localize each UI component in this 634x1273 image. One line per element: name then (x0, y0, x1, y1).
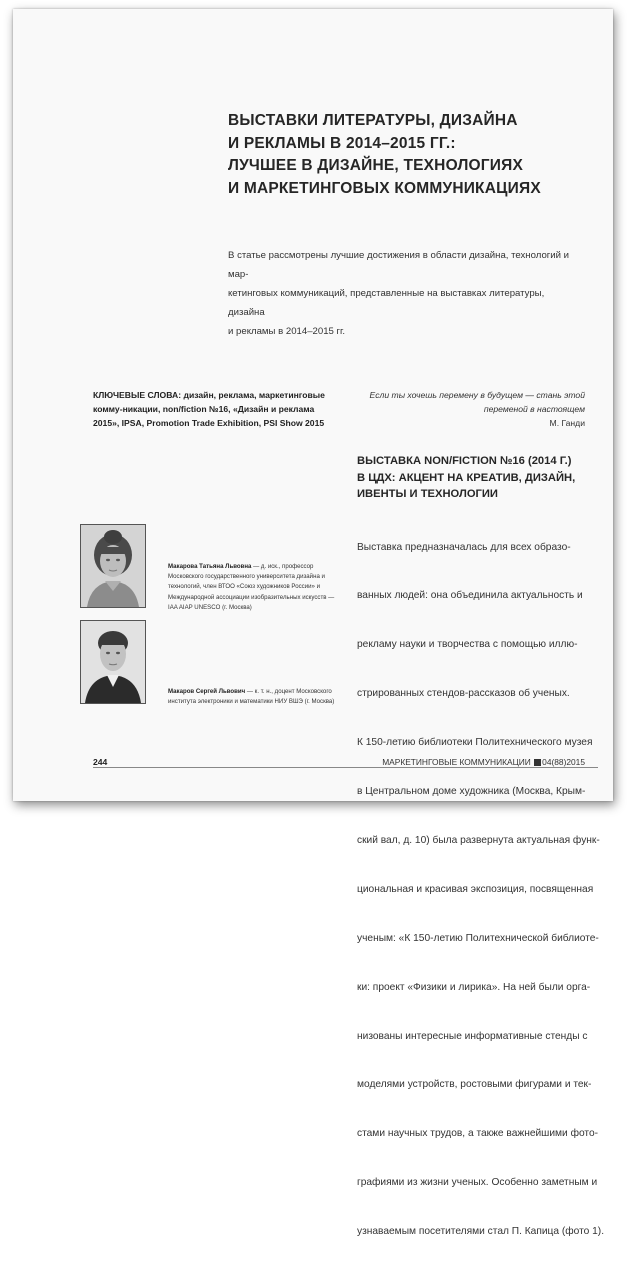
author-description: — к. т. н., доцент Московского института электроники и математики НИУ ВШЭ (г. Москва) (168, 688, 335, 706)
body-line: стами научных трудов, а также важнейшими фото- (357, 1128, 599, 1140)
body-line: ский вал, д. 10) была развернута актуальная функ- (357, 834, 600, 846)
title-line: И РЕКЛАМЫ В 2014–2015 ГГ.: (228, 134, 456, 152)
epigraph (353, 388, 585, 430)
abstract-line: и рекламы в 2014–2015 гг. (228, 326, 346, 337)
body-line: ученым: «К 150-летию Политехнической библиоте- (357, 932, 599, 944)
body-line: ванных людей: она объединила актуальность и (357, 590, 583, 602)
issue-number: 04(88)2015 (542, 757, 585, 767)
body-line: Выставка предназначалась для всех образо- (357, 541, 571, 553)
abstract-line: кетинговых коммуникаций, представленные на выставках литературы, дизайна (228, 288, 545, 318)
author-name: Макарова Татьяна Львовна (168, 563, 252, 570)
body-line: циональная и красивая экспозиция, посвященная (357, 883, 594, 895)
author-bio-makarova (168, 562, 338, 613)
section-heading-line: В ЦДХ: АКЦЕНТ НА КРЕАТИВ, ДИЗАЙН, (357, 471, 576, 484)
body-line: в Центральном доме художника (Москва, Крым- (357, 786, 586, 798)
title-line: ВЫСТАВКИ ЛИТЕРАТУРЫ, ДИЗАЙНА (228, 112, 518, 129)
epigraph-author: М. Ганди (549, 418, 585, 428)
title-line: И МАРКЕТИНГОВЫХ КОММУНИКАЦИЯХ (228, 179, 541, 197)
square-bullet-icon (534, 759, 541, 766)
author-description: — д. иск., профессор Московского государственного университета дизайна и технологий, член ВТОО «Союз художников России» и Международной ассоциации изобразительных искусств — IAA AIAP UNESCO (г. Москва) (168, 563, 335, 611)
author-photo-makarova (80, 524, 146, 608)
journal-footer (382, 757, 585, 767)
journal-page (13, 9, 613, 1238)
section-heading (357, 453, 597, 503)
epigraph-quote-line: переменой в настоящем (483, 404, 585, 414)
body-line: К 150-летию библиотеки Политехнического музея (357, 737, 593, 749)
article-title (228, 110, 568, 200)
body-line: узнаваемым посетителями стал П. Капица (фото 1). (357, 1226, 605, 1238)
author-name: Макаров Сергей Львович (168, 688, 246, 695)
keywords-label: КЛЮЧЕВЫЕ СЛОВА: (93, 390, 182, 400)
body-line: стрированных стендов-рассказов об ученых. (357, 688, 570, 700)
footer-divider (93, 767, 598, 768)
body-line: ки: проект «Физики и лирика». На ней были орга- (357, 981, 591, 993)
body-line: графиями из жизни ученых. Особенно заметным и (357, 1177, 598, 1189)
author-photo-makarov (80, 620, 146, 704)
epigraph-quote-line: Если ты хочешь перемену в будущем — стань этой (369, 390, 585, 400)
section-heading-line: ИВЕНТЫ И ТЕХНОЛОГИИ (357, 488, 498, 500)
page-number: 244 (93, 757, 108, 767)
author-bio-makarov (168, 687, 338, 707)
body-line: низованы интересные информативные стенды с (357, 1030, 588, 1042)
body-line: моделями устройств, ростовыми фигурами и тек- (357, 1079, 592, 1091)
abstract (228, 246, 580, 341)
keywords-text: дизайн, реклама, маркетинговые комму-никации, non/fiction №16, «Дизайн и реклама 2015», IPSA, Promotion Trade Exhibition, PSI Show 2015 (93, 390, 325, 428)
journal-name: МАРКЕТИНГОВЫЕ КОММУНИКАЦИИ (382, 757, 531, 767)
body-text (357, 507, 605, 1273)
body-line: рекламу науки и творчества с помощью иллю- (357, 639, 578, 651)
keywords (93, 388, 331, 430)
section-heading-line: ВЫСТАВКА NON/FICTION №16 (2014 Г.) (357, 455, 572, 467)
title-line: ЛУЧШЕЕ В ДИЗАЙНЕ, ТЕХНОЛОГИЯХ (228, 157, 523, 174)
abstract-line: В статье рассмотрены лучшие достижения в области дизайна, технологий и мар- (228, 250, 570, 280)
